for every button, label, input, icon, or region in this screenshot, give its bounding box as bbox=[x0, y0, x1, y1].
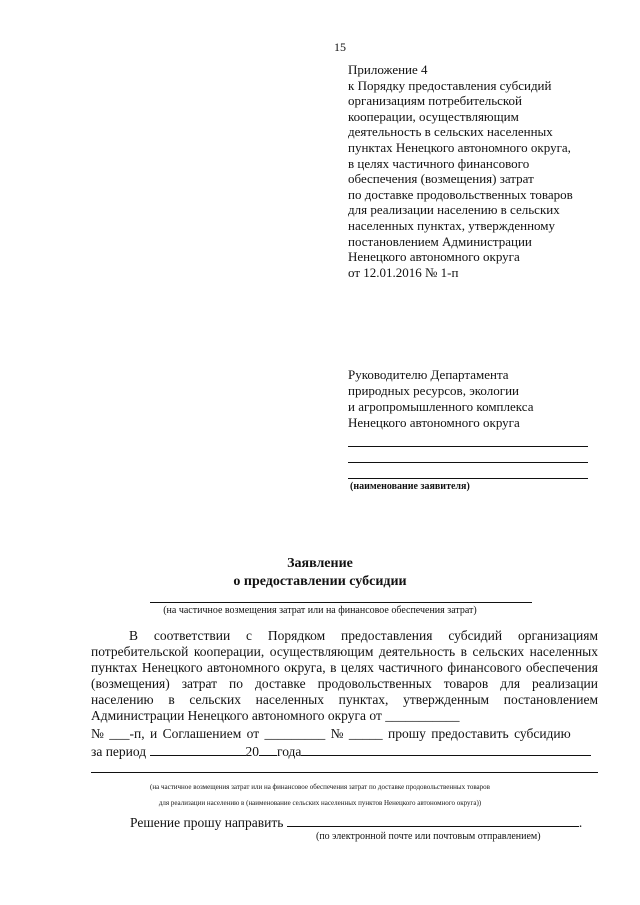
addressee-line: Руководителю Департамента bbox=[348, 367, 509, 382]
appendix-header bbox=[348, 62, 618, 280]
addressee-line: Ненецкого автономного округа bbox=[348, 415, 520, 430]
appendix-line: Ненецкого автономного округа bbox=[348, 249, 520, 265]
document-title: Заявление bbox=[287, 556, 353, 571]
applicant-note: (наименование заявителя) bbox=[350, 481, 470, 492]
addressee-line: природных ресурсов, экологии bbox=[348, 383, 519, 398]
period-fill bbox=[150, 743, 246, 756]
purpose-fill-line bbox=[150, 602, 532, 603]
appendix-line: от 12.01.2016 № 1-п bbox=[348, 264, 459, 280]
appendix-line: обеспечения (возмещения) затрат bbox=[348, 171, 534, 187]
appendix-line: деятельность в сельских населенных bbox=[348, 124, 553, 140]
appendix-line: кооперации, осуществляющим bbox=[348, 108, 519, 124]
appendix-line: организациям потребительской bbox=[348, 93, 523, 109]
decision-fill bbox=[287, 814, 579, 827]
purpose-detail-line bbox=[91, 772, 598, 773]
applicant-fill-line bbox=[348, 446, 588, 447]
appendix-line: пунктах Ненецкого автономного округа, bbox=[348, 139, 571, 155]
appendix-line: в целях частичного финансового bbox=[348, 155, 530, 171]
period-line bbox=[91, 743, 598, 760]
period-year-suffix: года bbox=[277, 744, 302, 759]
purpose-note-1: (на частичное возмещения затрат или на финансовое обеспечения затрат по доставке продовольственных товаров bbox=[150, 783, 490, 791]
decision-label: Решение прошу направить bbox=[130, 815, 284, 830]
subtitle-note: (на частичное возмещения затрат или на финансовое обеспечения затрат) bbox=[163, 605, 477, 616]
appendix-line: постановлением Администрации bbox=[348, 233, 532, 249]
appendix-line: Приложение 4 bbox=[348, 62, 428, 77]
addressee-block bbox=[348, 367, 618, 431]
decision-line: Решение прошу направить . bbox=[130, 815, 583, 830]
document-subtitle: о предоставлении субсидии bbox=[233, 574, 407, 589]
period-label: за период bbox=[91, 744, 147, 759]
applicant-fill-line bbox=[348, 462, 588, 463]
application-paragraph: В соответствии с Порядком предоставления субсидий организациям потребительской кооперации, осуществляющим деятельность в сельских населенных пунктах Ненецкого автономного округа, в целях частичного финансового обеспечения (возмещения) затрат по доставке продовольственных товаров для реализации населению в сельских населенных пунктах, утвержденным постановлением Администрации Ненецкого автономного округа от ___________ bbox=[91, 628, 598, 723]
addressee-line: и агропромышленного комплекса bbox=[348, 399, 534, 414]
appendix-line: для реализации населению в сельских bbox=[348, 202, 560, 218]
appendix-line: по доставке продовольственных товаров bbox=[348, 186, 573, 202]
agreement-line: № ___-п, и Соглашением от _________ № _____ прошу предоставить субсидию bbox=[91, 726, 571, 741]
decision-note: (по электронной почте или почтовым отправлением) bbox=[316, 831, 541, 842]
page-number: 15 bbox=[334, 40, 346, 54]
year-fill bbox=[259, 743, 277, 756]
purpose-note-2: для реализации населению в (наименование сельских населенных пунктов Ненецкого автономного округа)) bbox=[158, 799, 482, 807]
period-year-prefix: 20 bbox=[245, 744, 259, 759]
applicant-fill-line bbox=[348, 478, 588, 479]
appendix-line: населенных пунктах, утвержденному bbox=[348, 217, 556, 233]
period-rest-fill bbox=[301, 743, 591, 756]
appendix-line: к Порядку предоставления субсидий bbox=[348, 77, 552, 93]
